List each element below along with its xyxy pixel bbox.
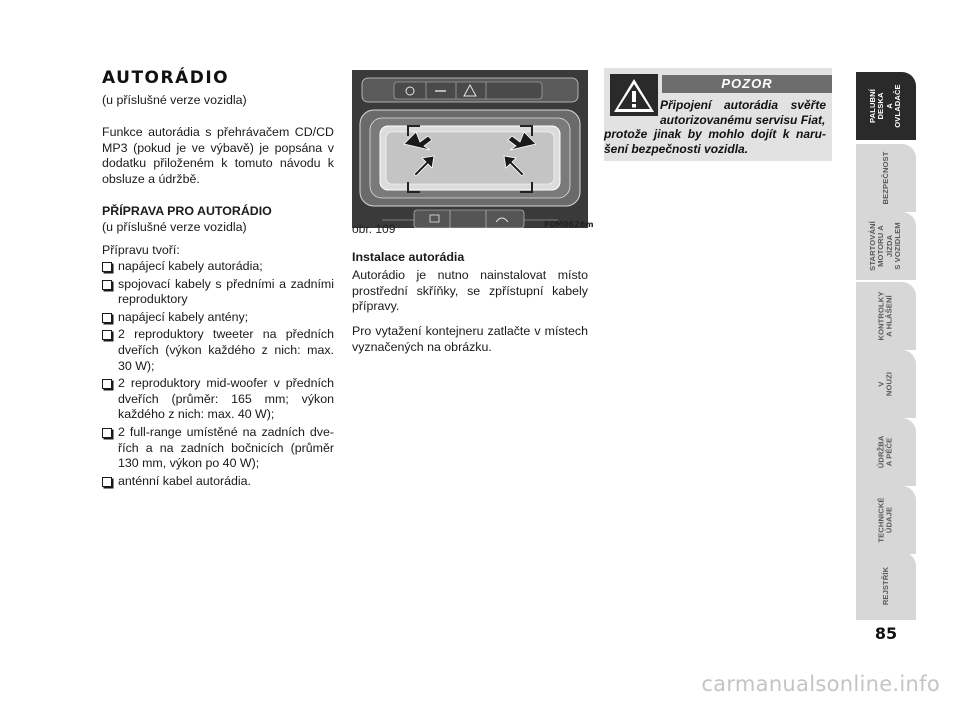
section-heading: PŘÍPRAVA PRO AUTORÁDIO [102,204,272,218]
tab-label: V NOUZI [876,371,894,397]
tab-palubni-deska[interactable] [856,72,916,140]
watermark: carmanualsonline.info [701,672,940,696]
warning-text [604,98,826,156]
tab-label: TECHNICKÉ ÚDAJE [876,497,894,543]
tab-v-nouzi[interactable] [856,350,916,418]
warning-box [604,68,832,161]
checkbox-bullet-icon [102,313,112,323]
page-title: AUTORÁDIO [102,68,230,88]
checkbox-bullet-icon [102,428,112,438]
tab-label: ÚDRŽBA A PÉČE [876,435,894,469]
checkbox-bullet-icon [102,477,112,487]
section-subtitle: (u příslušné verze vozidla) [102,220,247,234]
list-item: anténní kabel autorádia. [102,474,334,490]
list-item: 2 full-range umístěné na zadních dveřích a na zadních bočnicích (průměr 130 mm, výkon po 40 W); [102,425,334,472]
tab-rejstrik[interactable] [856,552,916,620]
tab-technicke-udaje[interactable] [856,486,916,554]
figure-code: F0M0626m [544,220,594,229]
list-item: 2 reproduktory tweeter na předních dveřích (výkon každého z nich: max. 30 W); [102,327,334,374]
checkbox-bullet-icon [102,379,112,389]
checkbox-bullet-icon [102,280,112,290]
tab-udrzba[interactable] [856,418,916,486]
list-intro: Přípravu tvoří: [102,243,180,257]
tab-label: STARTOVÁNÍ MOTORU A JÍZDA S VOZIDLEM [868,221,903,271]
installation-heading: Instalace autorádia [352,250,465,264]
checkbox-bullet-icon [102,330,112,340]
list-item: napájecí kabely antény; [102,310,334,326]
installation-paragraph-1: Autorádio je nutno nainstalovat místo prostřední skříňky, se zpřístupní kabely přípravy. [352,268,588,314]
dashboard-radio-slot-drawing [352,70,588,228]
warning-text-line1: Připojení autorádia svěřte autorizovanému servisu Fiat, [660,98,826,127]
warning-label: POZOR [662,75,832,93]
tab-label: REJSTŘÍK [880,566,890,606]
title-subtitle: (u příslušné verze vozidla) [102,93,247,107]
tab-startovani[interactable] [856,212,916,280]
tab-bezpecnost[interactable] [856,144,916,212]
intro-paragraph: Funkce autorádia s přehrávačem CD/CD MP3 (pokud je ve výbavě) je popsána v dodatku přiloženém k tomuto návodu k obsluze a údržbě. [102,125,334,186]
list-item: spojovací kabely s předními a zadními reproduktory [102,277,334,308]
installation-paragraph-2: Pro vytažení kontejneru zatlačte v místech vyznačených na obrázku. [352,324,588,354]
tab-label: PALUBNÍ DESKA A OVLADAČE [868,84,903,128]
tab-label: KONTROLKY A HLÁŠENÍ [876,291,894,341]
list-item: 2 reproduktory mid-woofer v předních dveřích (průměr: 165 mm; výkon každého z nich: max. 40 W); [102,376,334,423]
list-item: napájecí kabely autorádia; [102,259,334,275]
warning-text-rest: protože jinak by mohlo dojít k narušení bezpečnosti vozidla. [604,127,826,156]
checkbox-bullet-icon [102,262,112,272]
radio-installation-figure [352,70,588,228]
figure-label: obr. 109 [352,222,396,236]
equipment-list [102,259,334,491]
page-number: 85 [874,624,898,643]
tab-kontrolky[interactable] [856,282,916,350]
tab-label: BEZPEČNOST [880,151,890,205]
